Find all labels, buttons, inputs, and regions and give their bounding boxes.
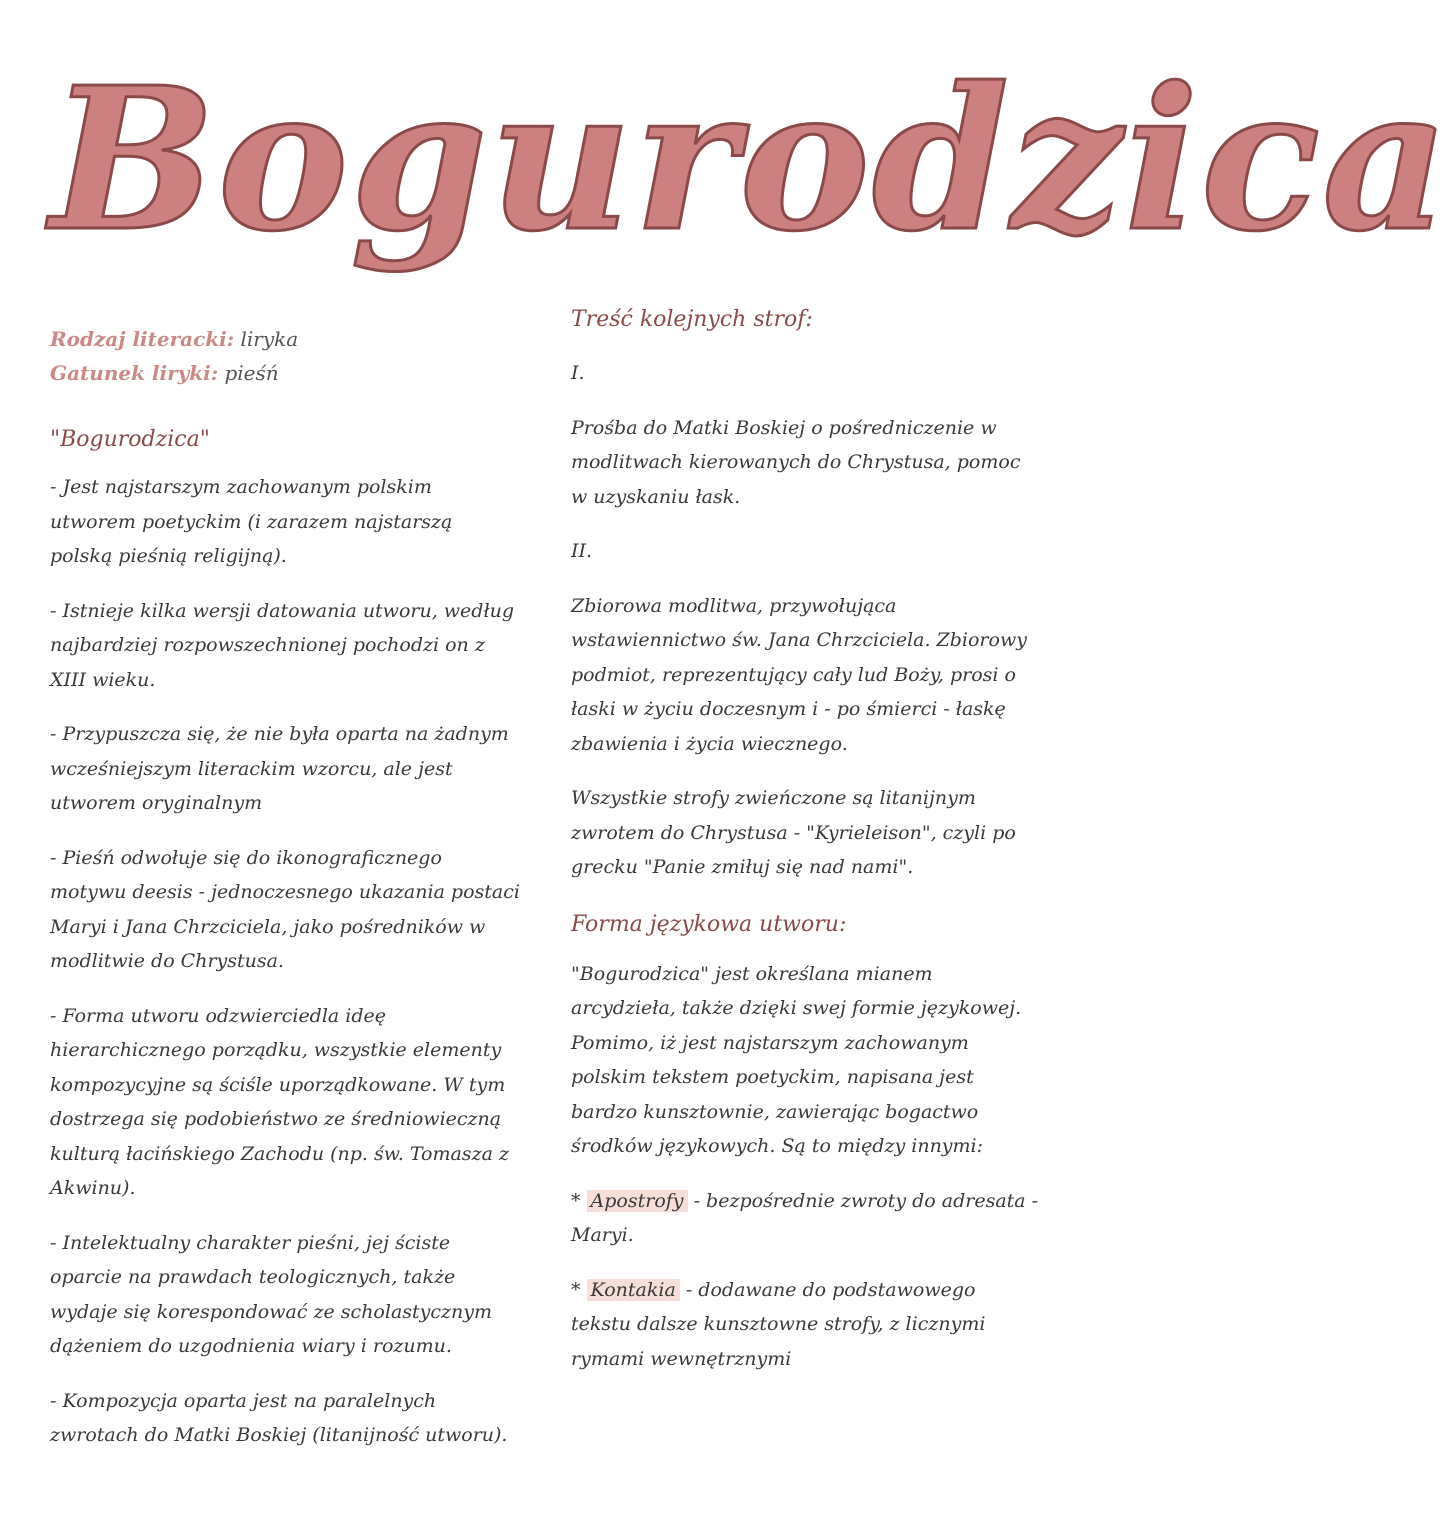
form-text: "Bogurodzica" jest określana mianem arcydzieła, także dzięki swej formie językowej. Pomimo, iż jest najstarszym zachowanym polskim tekstem poetyckim, napisana jest bardzo kunsztownie, zawierając bogactwo środków językowych. Są to między innymi: (571, 962, 1022, 1157)
point-2: - Istnieje kilka wersji datowania utworu, według najbardziej rozpowszechnionej pochodzi on z XIII wieku. (50, 599, 515, 691)
stanza-1-number: I. (571, 362, 585, 384)
page-title: Bogurodzica (50, 45, 1451, 275)
stanza-2-text: Zbiorowa modlitwa, przywołująca wstawiennictwo św. Jana Chrzciciela. Zbiorowy podmiot, reprezentujący cały lud Boży, prosi o łaski w życiu doczesnym i - po śmierci - łaskę zbawienia i życia wiecznego. (571, 594, 1027, 755)
type-value: pieśń (224, 361, 279, 385)
bullet-mark: * (571, 1189, 581, 1212)
section-heading-bogurodzica: "Bogurodzica" (50, 427, 210, 452)
left-column (50, 322, 520, 1453)
point-3: - Przypuszcza się, że nie była oparta na żadnym wcześniejszym literackim wzorcu, ale jest utworem oryginalnym (50, 723, 509, 814)
term-kontakia: Kontakia (587, 1279, 680, 1301)
bullet-apostrofy (571, 1184, 1041, 1253)
type-line (50, 356, 520, 390)
term-apostrofy: Apostrofy (587, 1190, 688, 1212)
genre-label: Rodzaj literacki: (50, 327, 235, 351)
point-6: - Intelektualny charakter pieśni, jej ściste oparcie na prawdach teologicznych, także wydaje się korespondować ze scholastycznym dążeniem do uzgodnienia wiary i rozumu. (50, 1231, 493, 1357)
bullet-mark: * (571, 1278, 581, 1301)
point-7: - Kompozycja oparta jest na paralelnych zwrotach do Matki Boskiej (litanijność utworu). (50, 1389, 508, 1446)
bullet-kontakia (571, 1273, 1041, 1377)
bullet-kontakia-text: - dodawane do podstawowego tekstu dalsze kunsztowne strofy, z licznymi rymami wewnętrznymi (571, 1278, 986, 1370)
refrain-text: Wszystkie strofy zwieńczone są litanijnym zwrotem do Chrystusa - "Kyrieleison", czyli po grecku "Panie zmiłuj się nad nami". (571, 787, 1016, 878)
bullet-apostrofy-text: - bezpośrednie zwroty do adresata - Maryi. (571, 1189, 1039, 1246)
stanza-2-number: II. (571, 540, 593, 562)
section-heading-form: Forma językowa utworu: (571, 911, 847, 937)
point-4: - Pieśń odwołuje się do ikonograficznego motywu deesis - jednoczesnego ukazania postaci Maryi i Jana Chrzciciela, jako pośredników w modlitwie do Chrystusa. (50, 846, 520, 972)
type-label: Gatunek liryki: (50, 361, 219, 385)
genre-value: liryka (240, 327, 299, 351)
section-heading-stanzas: Treść kolejnych strof: (571, 307, 813, 332)
stanza-1-text: Prośba do Matki Boskiej o pośredniczenie w modlitwach kierowanych do Chrystusa, pomoc w uzyskaniu łask. (571, 416, 1021, 508)
genre-line (50, 322, 520, 356)
point-5: - Forma utworu odzwierciedla ideę hierarchicznego porządku, wszystkie elementy kompozycyjne są ściśle uporządkowane. W tym dostrzega się podobieństwo ze średniowieczną kulturą łacińskiego Zachodu (np. św. Tomasza z Akwinu). (50, 1004, 509, 1199)
point-1: - Jest najstarszym zachowanym polskim utworem poetyckim (i zarazem najstarszą polską pieśnią religijną). (50, 476, 453, 567)
right-column (571, 300, 1041, 1376)
